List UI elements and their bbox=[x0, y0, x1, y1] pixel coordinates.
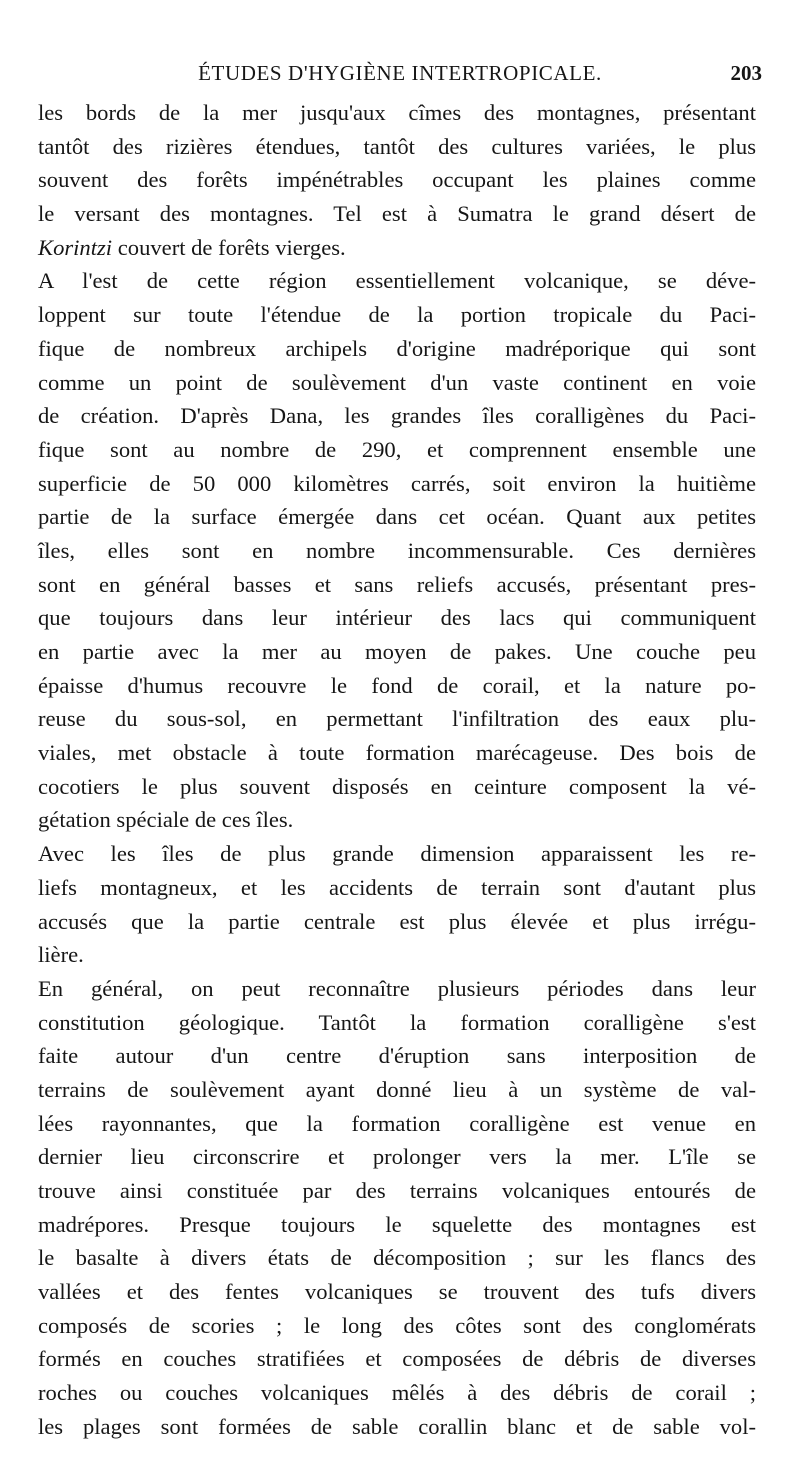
text-line: dernier lieu circonscrire et prolonger vers la mer. L'île se bbox=[38, 1144, 756, 1170]
text-line: lière. bbox=[38, 942, 84, 968]
text-line: îles, elles sont en nombre incommensurable. Ces dernières bbox=[38, 537, 756, 563]
text-line: viales, met obstacle à toute formation marécageuse. Des bois de bbox=[38, 740, 756, 766]
text-line: fique sont au nombre de 290, et comprennent ensemble une bbox=[38, 436, 756, 462]
text-line-post: couvert de forêts vierges. bbox=[112, 234, 346, 260]
text-line: partie de la surface émergée dans cet océan. Quant aux petites bbox=[38, 504, 756, 530]
page-number: 203 bbox=[730, 60, 762, 85]
text-line bbox=[38, 231, 756, 265]
text-line: les plages sont formées de sable corallin blanc et de sable vol- bbox=[38, 1413, 756, 1439]
text-line: faite autour d'un centre d'éruption sans interposition de bbox=[38, 1043, 756, 1069]
text-line: cocotiers le plus souvent disposés en ceinture composent la vé- bbox=[38, 773, 756, 799]
text-line: trouve ainsi constituée par des terrains volcaniques entourés de bbox=[38, 1178, 756, 1203]
italic-place-name: Korintzi bbox=[38, 234, 113, 260]
text-line: les bords de la mer jusqu'aux cîmes des montagnes, présentant bbox=[38, 100, 756, 125]
text-line: En général, on peut reconnaître plusieurs périodes dans leur bbox=[38, 975, 756, 1001]
text-line: le basalte à divers états de décomposition ; sur les flancs des bbox=[38, 1245, 756, 1271]
text-line: superficie de 50 000 kilomètres carrés, soit environ la huitième bbox=[38, 470, 756, 496]
text-line: en partie avec la mer au moyen de pakes. Une couche peu bbox=[38, 639, 756, 664]
text-line: de création. D'après Dana, les grandes îles coralligènes du Paci- bbox=[38, 403, 756, 429]
text-line: accusés que la partie centrale est plus élevée et plus irrégu- bbox=[38, 908, 756, 934]
text-line: loppent sur toute l'étendue de la portion tropicale du Paci- bbox=[38, 302, 756, 328]
text-line: comme un point de soulèvement d'un vaste continent en voie bbox=[38, 369, 756, 395]
text-line: liefs montagneux, et les accidents de terrain sont d'autant plus bbox=[38, 874, 756, 900]
text-line: constitution géologique. Tantôt la formation coralligène s'est bbox=[38, 1009, 756, 1035]
text-line: Avec les îles de plus grande dimension apparaissent les re- bbox=[38, 841, 756, 867]
text-line: composés de scories ; le long des côtes sont des conglomérats bbox=[38, 1312, 756, 1338]
text-line: roches ou couches volcaniques mêlés à des débris de corail ; bbox=[38, 1380, 756, 1406]
text-line: formés en couches stratifiées et composées de débris de diverses bbox=[38, 1346, 756, 1372]
body-text bbox=[38, 96, 756, 1444]
text-line: reuse du sous-sol, en permettant l'infiltration des eaux plu- bbox=[38, 706, 756, 732]
text-line: madrépores. Presque toujours le squelette des montagnes est bbox=[38, 1211, 756, 1237]
text-line: fique de nombreux archipels d'origine madréporique qui sont bbox=[38, 335, 756, 361]
running-head bbox=[38, 56, 762, 90]
text-line: gétation spéciale de ces îles. bbox=[38, 807, 294, 833]
text-line: que toujours dans leur intérieur des lacs qui communiquent bbox=[38, 605, 756, 631]
text-line: terrains de soulèvement ayant donné lieu à un système de val- bbox=[38, 1076, 756, 1102]
text-line: le versant des montagnes. Tel est à Sumatra le grand désert de bbox=[38, 201, 756, 227]
text-line: vallées et des fentes volcaniques se trouvent des tufs divers bbox=[38, 1279, 756, 1305]
text-line: A l'est de cette région essentiellement volcanique, se déve- bbox=[38, 268, 756, 294]
text-line: souvent des forêts impénétrables occupant les plaines comme bbox=[38, 167, 756, 193]
running-title: ÉTUDES D'HYGIÈNE INTERTROPICALE. bbox=[198, 60, 602, 85]
text-line: tantôt des rizières étendues, tantôt des cultures variées, le plus bbox=[38, 133, 756, 159]
text-line: lées rayonnantes, que la formation coralligène est venue en bbox=[38, 1110, 756, 1136]
text-line: sont en général basses et sans reliefs accusés, présentant pres- bbox=[38, 571, 756, 597]
text-line: épaisse d'humus recouvre le fond de corail, et la nature po- bbox=[38, 672, 756, 698]
